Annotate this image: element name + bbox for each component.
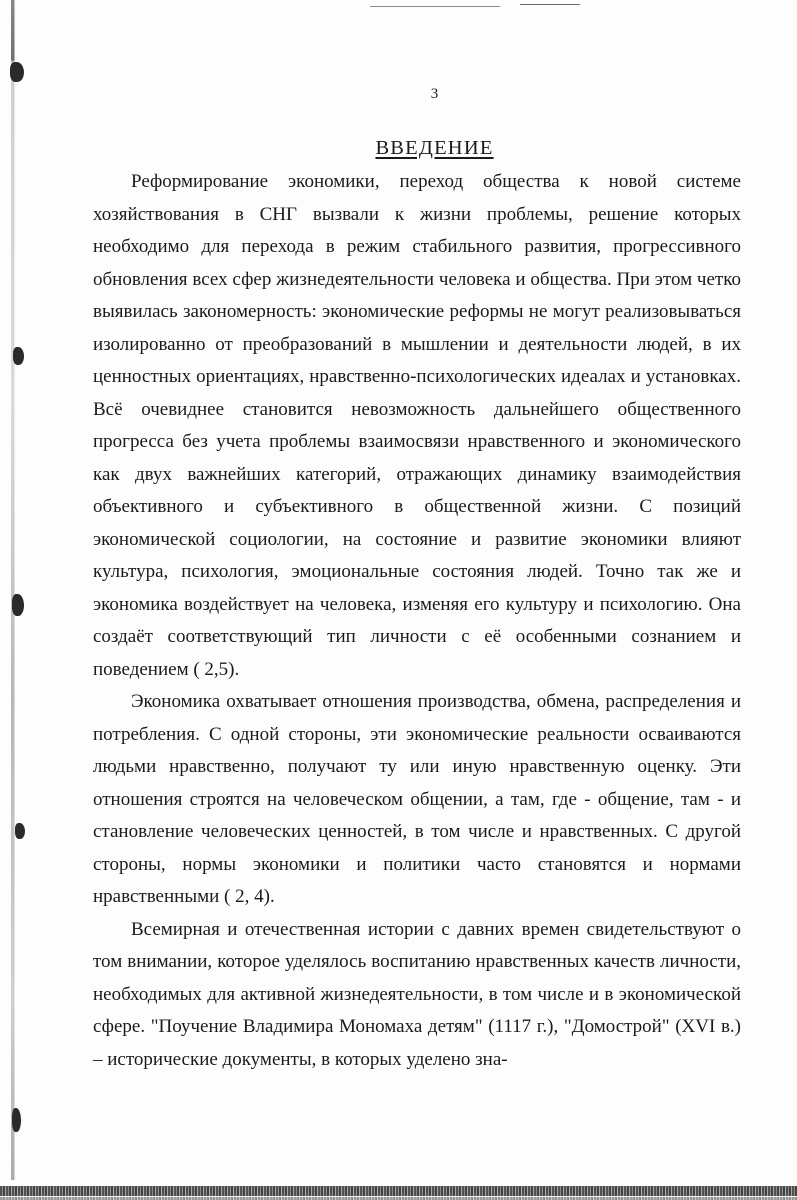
paragraph: Всемирная и отечественная истории с давних времен свидетельствуют о том внимании, которое уделялось воспитанию нравственных качеств личности, необходимых для активной жизнедеятельности, в том числе и в экономической сфере. "Поучение Владимира Мономаха детям" (1117 г.), "Домострой" (XVI в.) – исторические документы, в которых уделено зна- xyxy=(93,918,741,1070)
section-title: ВВЕДЕНИЕ xyxy=(375,137,494,159)
binding-hole-mark xyxy=(15,823,25,839)
scan-top-rule-short xyxy=(520,4,580,5)
binding-hole-mark xyxy=(10,62,24,82)
paragraph: Экономика охватывает отношения производства, обмена, распределения и потребления. С одной стороны, эти экономические реальности осваиваются людьми нравственно, получают ту или иную нравственную оценку. Эти отношения строятся на человеческом общении, а там, где - общение, там - и становление человеческих ценностей, в том числе и нравственных. С другой стороны, нормы экономики и политики часто становятся и нормами нравственными ( 2, 4). xyxy=(93,691,741,907)
scan-bottom-edge xyxy=(0,1186,797,1196)
page-number: 3 xyxy=(430,86,439,102)
paragraph: Реформирование экономики, переход общества к новой системе хозяйствования в СНГ вызвали к жизни проблемы, решение которых необходимо для перехода в режим стабильного развития, прогрессивного обновления всех сфер жизнедеятельности человека и общества. При этом четко выявилась закономерность: экономические реформы не могут реализовываться изолированно от преобразований в мышлении и деятельности людей, в их ценностных ориентациях, нравственно-психологических идеалах и установках. Всё очевиднее становится невозможность дальнейшего общественного прогресса без учета проблемы взаимосвязи нравственного и экономического как двух важнейших категорий, отражающих динамику взаимодействия объективного и субъективного в общественной жизни. С позиций экономической социологии, на состояние и развитие экономики влияют культура, психология, эмоциональные состояния людей. Точно так же и экономика воздействует на человека, изменяя его культуру и психологию. Она создаёт соответствующий тип личности с её особенными сознанием и поведением ( 2,5). xyxy=(93,171,741,680)
binding-hole-mark xyxy=(12,594,24,616)
scan-left-binding-line xyxy=(14,0,15,1180)
binding-hole-mark xyxy=(13,347,24,365)
body-text xyxy=(93,166,741,1076)
binding-hole-mark xyxy=(12,1108,21,1132)
scan-top-rule xyxy=(370,6,500,7)
